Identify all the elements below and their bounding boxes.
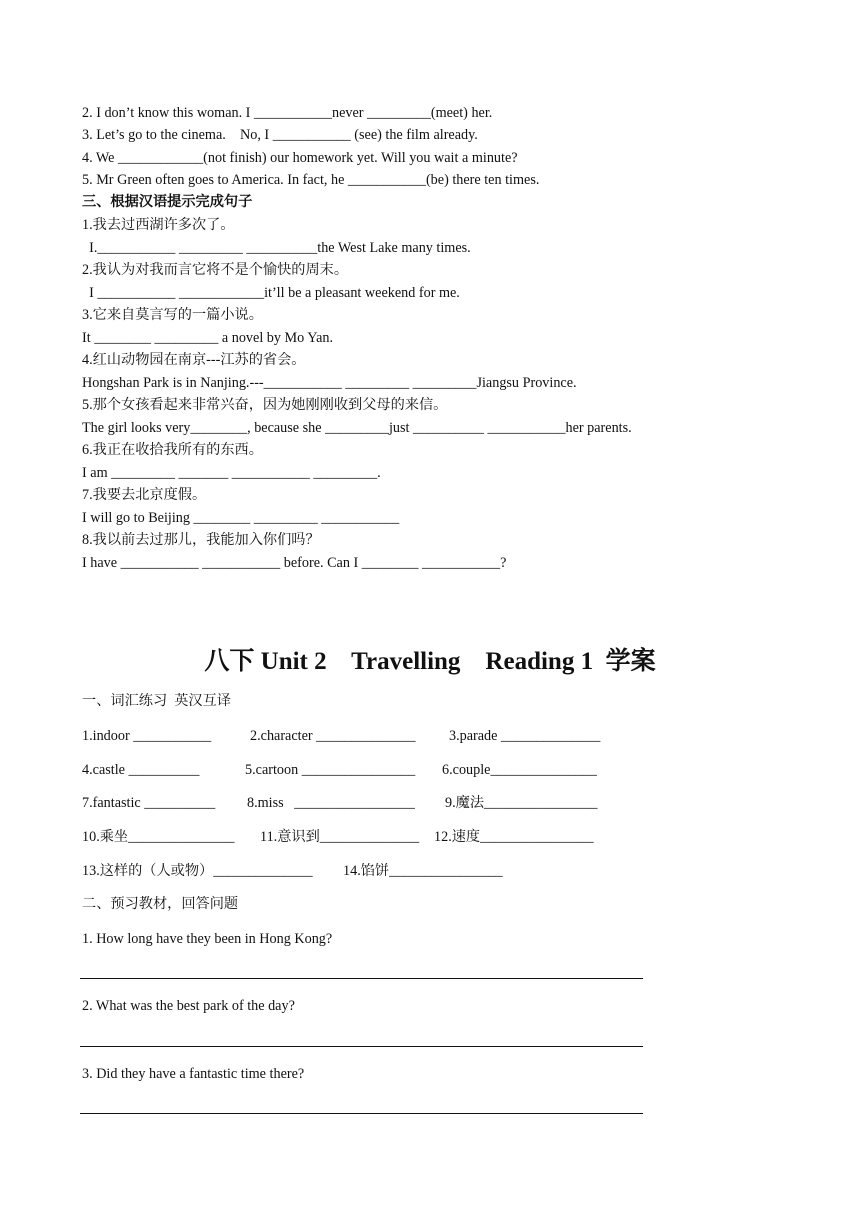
section3-item-8-cn: 8.我以前去过那儿，我能加入你们吗？	[82, 532, 320, 548]
vocab-item-4: 4.castle __________	[82, 762, 200, 778]
answer-line-3	[80, 1113, 643, 1114]
section3-item-5-cn: 5.那个女孩看起来非常兴奋，因为她刚刚收到父母的来信。	[82, 397, 448, 413]
vocab-item-12: 12.速度________________	[434, 829, 594, 845]
section3-item-1-en: I.___________ _________ __________the West Lake many times.	[82, 240, 471, 256]
vocab-item-14: 14.馅饼________________	[343, 863, 503, 879]
section3-item-7-cn: 7.我要去北京度假。	[82, 487, 207, 503]
section3-item-2-en: I ___________ ____________it’ll be a pleasant weekend for me.	[82, 285, 460, 301]
answer-line-1	[80, 978, 643, 979]
vocab-item-9: 9.魔法________________	[445, 795, 598, 811]
section3-item-7-en: I will go to Beijing ________ _________ ___________	[82, 510, 400, 526]
vocab-item-1: 1.indoor ___________	[82, 728, 212, 744]
vocab-heading: 一、词汇练习 英汉互译	[82, 693, 231, 709]
vocab-item-10: 10.乘坐_______________	[82, 829, 235, 845]
section3-item-2-cn: 2.我认为对我而言它将不是个愉快的周末。	[82, 262, 349, 278]
preview-heading: 二、预习教材，回答问题	[82, 896, 239, 912]
question-2: 2. What was the best park of the day?	[82, 998, 295, 1014]
vocab-item-13: 13.这样的（人或物）______________	[82, 863, 313, 879]
exercise-line-3: 3. Let’s go to the cinema. No, I ___________ (see) the film already.	[82, 127, 478, 143]
vocab-item-8: 8.miss _________________	[247, 795, 415, 811]
section3-item-1-cn: 1.我去过西湖许多次了。	[82, 217, 235, 233]
section3-item-6-cn: 6.我正在收拾我所有的东西。	[82, 442, 263, 458]
section3-heading: 三、根据汉语提示完成句子	[82, 194, 253, 210]
vocab-item-5: 5.cartoon ________________	[245, 762, 416, 778]
question-1: 1. How long have they been in Hong Kong?	[82, 931, 333, 947]
section3-item-8-en: I have ___________ ___________ before. Can I ________ ___________?	[82, 555, 507, 571]
exercise-line-5: 5. Mr Green often goes to America. In fact, he ___________(be) there ten times.	[82, 172, 540, 188]
page-title: 八下 Unit 2 Travelling Reading 1 学案	[204, 648, 656, 675]
vocab-item-2: 2.character ______________	[250, 728, 416, 744]
section3-item-4-cn: 4.红山动物园在南京---江苏的省会。	[82, 352, 306, 368]
section3-item-3-en: It ________ _________ a novel by Mo Yan.	[82, 330, 334, 346]
section3-item-3-cn: 3.它来自莫言写的一篇小说。	[82, 307, 263, 323]
section3-item-6-en: I am _________ _______ ___________ _________.	[82, 465, 381, 481]
vocab-item-11: 11.意识到______________	[260, 829, 420, 845]
section3-item-4-en: Hongshan Park is in Nanjing.---___________ _________ _________Jiangsu Province.	[82, 375, 577, 391]
question-3: 3. Did they have a fantastic time there?	[82, 1066, 305, 1082]
vocab-item-3: 3.parade ______________	[449, 728, 601, 744]
answer-line-2	[80, 1046, 643, 1047]
exercise-line-2: 2. I don’t know this woman. I ___________never _________(meet) her.	[82, 105, 493, 121]
vocab-item-7: 7.fantastic __________	[82, 795, 216, 811]
exercise-line-4: 4. We ____________(not finish) our homework yet. Will you wait a minute?	[82, 150, 518, 166]
vocab-item-6: 6.couple_______________	[442, 762, 597, 778]
section3-item-5-en: The girl looks very________, because she _________just __________ ___________her parents.	[82, 420, 632, 436]
